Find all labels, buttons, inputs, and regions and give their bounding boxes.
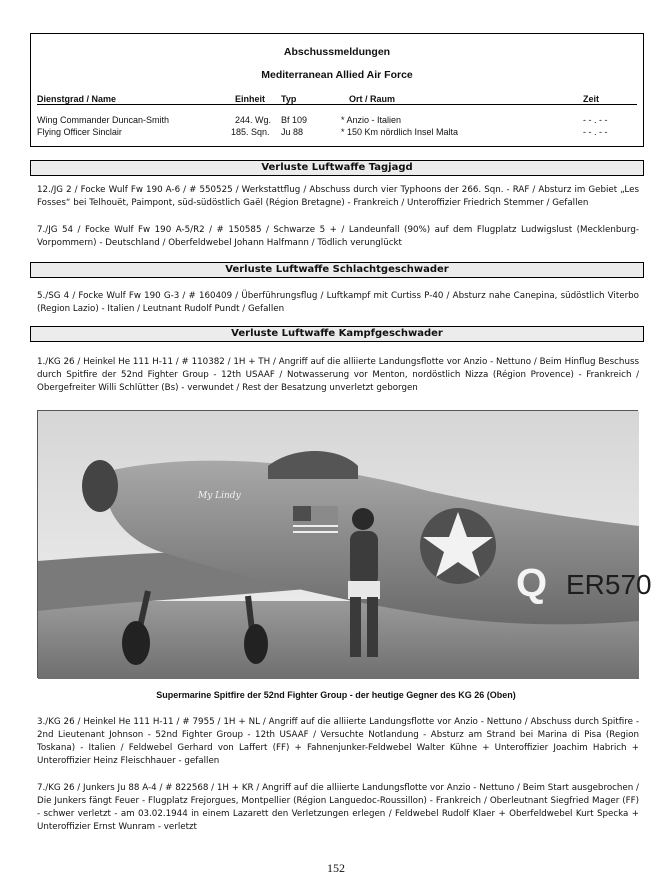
- entry-kg26-1: 1./KG 26 / Heinkel He 111 H-11 / # 110382 / 1H + TH / Angriff auf die alliierte Landungsflotte vor Anzio - Nettuno / Beim Hinflug Beschuss durch Spitfire der 52nd Fighter Group - 12th USAAF / Notwasserung vor Menton, nordöstlich Nizza (Région Provence) - Frankreich / Obergefreiter Willi Schlütter (Bs) - verwundet / Rest der Besatzung unverletzt geborgen: [37, 357, 639, 393]
- section-tagjagd: Verluste Luftwaffe Tagjagd: [30, 160, 644, 176]
- claims-title: Abschussmeldungen: [283, 46, 391, 58]
- claim-row-2-place: * 150 Km nördlich Insel Malta: [341, 127, 459, 137]
- header-time: Zeit: [583, 94, 600, 104]
- section-schlacht: Verluste Luftwaffe Schlachtgeschwader: [30, 262, 644, 278]
- claim-row-2-time: - - . - -: [583, 127, 608, 137]
- entry-jg54: 7./JG 54 / Focke Wulf Fw 190 A-5/R2 / # 150585 / Schwarze 5 + / Landeunfall (90%) auf dem Flugplatz Ludwigslust (Mecklenburg-Vorpommern) - Deutschland / Oberfeldwebel Johann Halfmann / Tödlich verunglückt: [37, 225, 639, 248]
- header-divider: [37, 104, 637, 105]
- entry-kg26-7: 7./KG 26 / Junkers Ju 88 A-4 / # 822568 / 1H + KR / Angriff auf die alliierte Landungsflotte vor Anzio - Nettuno / Beim Start ausgebrochen / Die Junkers fängt Feuer - Flugplatz Frejorgues, Montpellier (Région Languedoc-Roussillon) - Frankreich / Oberleutnant Siegfried Mager (FF) - schwer verletzt - am 03.02.1944 in einem Lazarett den Verletzungen erlegen / Feldwebel Rudolf Klaer + Oberfeldwebel Kurt Specka + Unteroffizier Ernst Wunram - verletzt: [37, 783, 639, 832]
- claim-row-1-type: Bf 109: [281, 115, 308, 125]
- claims-subtitle: Mediterranean Allied Air Force: [261, 69, 413, 81]
- claim-row-1-place: * Anzio - Italien: [341, 115, 402, 125]
- squadron-letter: Q: [516, 561, 548, 605]
- claim-row-1-time: - - . - -: [583, 115, 608, 125]
- claim-row-2-name: Flying Officer Sinclair: [37, 127, 122, 137]
- claims-box: [30, 33, 644, 147]
- entry-kg26-3: 3./KG 26 / Heinkel He 111 H-11 / # 7955 / 1H + NL / Angriff auf die alliierte Landungsflotte vor Anzio - Nettuno / Abschuss durch Spitfire - 2nd Lieutenant Johnson - 52nd Fighter Group - 12th USAAF / Versuchte Notlandung - Absturz am Strand bei Marina di Pisa (Region Toskana) - Italien / Feldwebel Gerhard von Laffert (FF) + Fahnenjunker-Feldwebel Walter Kühne + Unteroffizier Joachim Habrich + Unteroffizier Heinz Fleischhauer - gefallen: [37, 717, 639, 766]
- serial-code: ER570: [566, 569, 652, 600]
- claim-row-2-type: Ju 88: [281, 127, 304, 137]
- claim-row-1-name: Wing Commander Duncan-Smith: [37, 115, 170, 125]
- spitfire-photo-illustration: [38, 411, 639, 679]
- header-type: Typ: [281, 94, 297, 104]
- header-rank-name: Dienstgrad / Name: [37, 94, 117, 104]
- entry-jg2: 12./JG 2 / Focke Wulf Fw 190 A-6 / # 550525 / Werkstattflug / Abschuss durch vier Typhoons der 266. Sqn. - RAF / Absturz im Gebiet „Les Fosses“ bei Telhouët, Paimpont, süd-südöstlich Gaël (Région Bretagne) - Frankreich / Unteroffizier Friedrich Stemmer / Gefallen: [37, 185, 639, 208]
- page-number: 152: [327, 861, 345, 875]
- claim-row-2-unit: 185. Sqn.: [231, 127, 270, 137]
- claim-row-1-unit: 244. Wg.: [235, 115, 272, 125]
- photo-caption: Supermarine Spitfire der 52nd Fighter Group - der heutige Gegner des KG 26 (Oben): [156, 690, 516, 700]
- header-place: Ort / Raum: [349, 94, 396, 104]
- section-kampf: Verluste Luftwaffe Kampfgeschwader: [30, 326, 644, 342]
- entry-sg4: 5./SG 4 / Focke Wulf Fw 190 G-3 / # 160409 / Überführungsflug / Luftkampf mit Curtiss P-40 / Absturz nahe Canepina, südöstlich Viterbo (Region Lazio) - Italien / Leutnant Rudolf Pundt / Gefallen: [37, 291, 639, 314]
- header-unit: Einheit: [235, 94, 266, 104]
- spitfire-photo: [37, 410, 652, 678]
- nose-text: My Lindy: [198, 491, 241, 501]
